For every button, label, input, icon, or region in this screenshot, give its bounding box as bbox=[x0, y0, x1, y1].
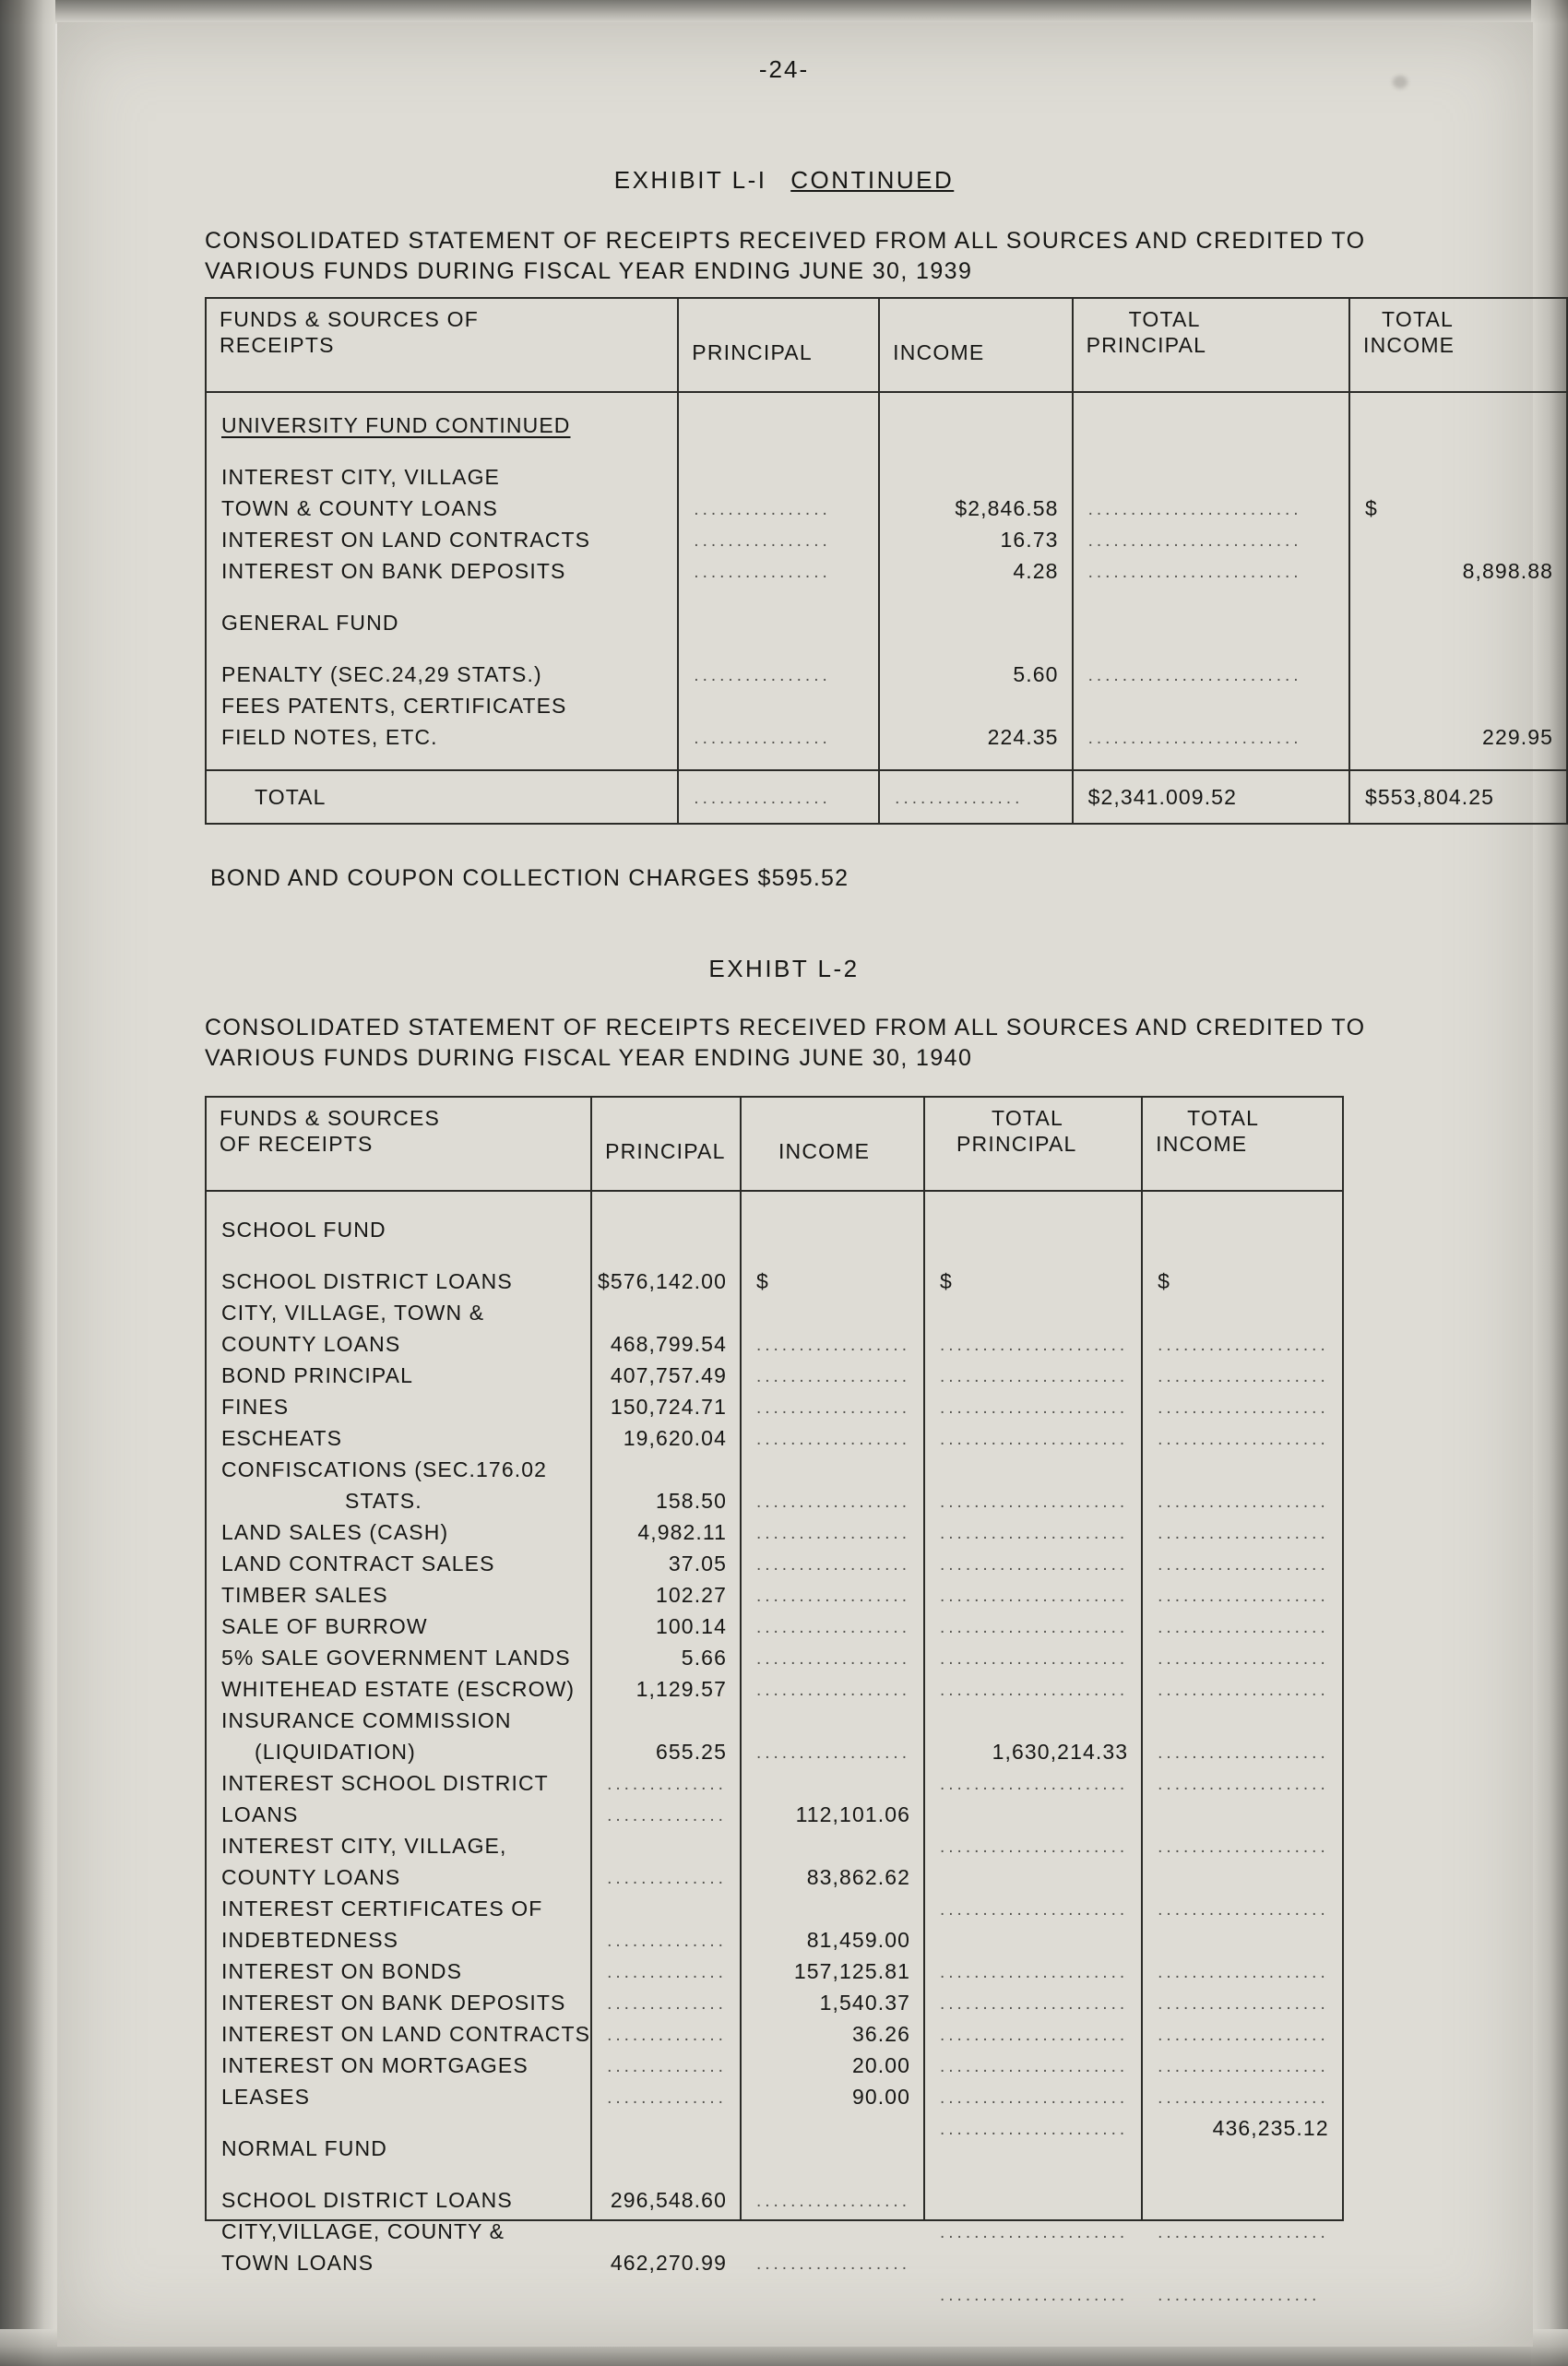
exhibit2-row-9-label-0: SALE OF BURROW bbox=[221, 1614, 428, 1638]
exhibit2-body-row bbox=[206, 1191, 1343, 2220]
exhibit2-row-15-label-1: INDEBTEDNESS bbox=[221, 1928, 399, 1952]
exhibit2-row-9-principal: 100.14 bbox=[656, 1614, 727, 1638]
exhibit2-row-14-income: 83,862.62 bbox=[806, 1865, 910, 1889]
exhibit2-row-4-principal: 19,620.04 bbox=[623, 1426, 727, 1450]
exhibit2-section-heading: SCHOOL FUND bbox=[221, 1218, 386, 1242]
exhibit2-row2-1-label-1: TOWN LOANS bbox=[221, 2251, 374, 2275]
exhibit2-col-income-label: INCOME bbox=[778, 1139, 871, 1163]
exhibit2-row-0-total-principal: $ bbox=[940, 1269, 953, 1293]
exhibit2-row-0-total-income: $ bbox=[1158, 1269, 1171, 1293]
exhibit1-col-total-principal-line1: TOTAL bbox=[1128, 307, 1201, 331]
exhibit2-row-8-label-0: TIMBER SALES bbox=[221, 1583, 388, 1607]
exhibit2-col-total-income-line1: TOTAL bbox=[1187, 1106, 1260, 1130]
exhibit1-total-income-col: ............... bbox=[879, 770, 1072, 824]
exhibit1-col-income-label: INCOME bbox=[893, 340, 985, 364]
exhibit2-row-11-label-0: WHITEHEAD ESTATE (ESCROW) bbox=[221, 1677, 576, 1701]
exhibit1-grand-total-income-cell bbox=[1349, 770, 1567, 824]
exhibit1-col-total-income-header bbox=[1349, 298, 1567, 392]
exhibit1-title-suffix: CONTINUED bbox=[790, 166, 955, 194]
exhibit2-statement-line1: CONSOLIDATED STATEMENT OF RECEIPTS RECEIVED FROM ALL SOURCES AND CREDITED TO bbox=[205, 1015, 1366, 1040]
exhibit1-title bbox=[0, 166, 1568, 195]
exhibit2-col-principal-label: PRINCIPAL bbox=[605, 1139, 726, 1163]
exhibit2-row-7-principal: 37.05 bbox=[668, 1552, 727, 1575]
exhibit2-row2-0-principal: 296,548.60 bbox=[610, 2188, 727, 2212]
exhibit2-row2-0-label-0: SCHOOL DISTRICT LOANS bbox=[221, 2188, 513, 2212]
exhibit2-row-13-income: 112,101.06 bbox=[795, 1802, 910, 1826]
exhibit2-row-20-label-0: LEASES bbox=[221, 2085, 311, 2109]
exhibit2-row-0-principal: $576,142.00 bbox=[597, 1269, 727, 1293]
exhibit1-col-principal-header bbox=[678, 298, 879, 392]
exhibit1-grand-total-income: $553,804.25 bbox=[1365, 785, 1495, 809]
exhibit1-col-funds-line1: FUNDS & SOURCES OF bbox=[220, 307, 480, 331]
exhibit1-total-label: TOTAL bbox=[255, 785, 327, 809]
exhibit2-row-20-total-income: 436,235.12 bbox=[1212, 2116, 1329, 2140]
exhibit2-statement-line2: VARIOUS FUNDS DURING FISCAL YEAR ENDING JUNE 30, 1940 bbox=[205, 1045, 973, 1071]
scan-smudge bbox=[1393, 76, 1408, 89]
exhibit2-principal-cell: $576,142.00 468,799.54 407,757.49 150,724.71 19,620.04 158.50 4,982.11 37.05 102.27 100.14 5.66 1,129.57 655.25 .............. .............. .............. .............. .............. .............. .............. .............. .............. 296,548.60 462,270.99 bbox=[591, 1191, 741, 2220]
exhibit2-row-5-label-0: CONFISCATIONS (SEC.176.02 bbox=[221, 1457, 547, 1481]
exhibit1-statement-line1: CONSOLIDATED STATEMENT OF RECEIPTS RECEIVED FROM ALL SOURCES AND CREDITED TO bbox=[205, 228, 1366, 254]
exhibit1-row-2-label-0: INTEREST ON BANK DEPOSITS bbox=[221, 559, 566, 583]
exhibit2-row-5-label-1: STATS. bbox=[345, 1489, 422, 1513]
exhibit1-total-row bbox=[206, 770, 1567, 824]
exhibit1-labels-cell bbox=[206, 392, 678, 770]
exhibit1-col-total-principal-header bbox=[1073, 298, 1349, 392]
exhibit1-col-total-income-line1: TOTAL bbox=[1382, 307, 1455, 331]
exhibit2-row-12-principal: 655.25 bbox=[656, 1740, 727, 1764]
exhibit2-row-18-income: 36.26 bbox=[851, 2022, 910, 2046]
exhibit2-row-7-label-0: LAND CONTRACT SALES bbox=[221, 1552, 495, 1575]
exhibit2-row2-1-label-0: CITY,VILLAGE, COUNTY & bbox=[221, 2219, 505, 2243]
exhibit2-row-6-principal: 4,982.11 bbox=[637, 1520, 727, 1544]
exhibit1-row2-1-label-0: FEES PATENTS, CERTIFICATES bbox=[221, 694, 567, 718]
exhibit2-row-1-label-1: COUNTY LOANS bbox=[221, 1332, 401, 1356]
exhibit2-row-20-income: 90.00 bbox=[851, 2085, 910, 2109]
exhibit2-statement bbox=[205, 1013, 1515, 1074]
exhibit2-row-3-principal: 150,724.71 bbox=[610, 1395, 727, 1419]
exhibit1-statement bbox=[205, 226, 1496, 287]
exhibit1-row-1-label-0: INTEREST ON LAND CONTRACTS bbox=[221, 528, 591, 552]
exhibit2-title: EXHIBT L-2 bbox=[708, 955, 860, 982]
exhibit2-total-income-cell: $ .................... .................... .................... .................... .................... .................... .................... .................... .................... .................... .................... .................... .................... .................... .................... .................... .................... .................... .................... .................... 436,235.12 .................... ................... bbox=[1142, 1191, 1343, 2220]
exhibit1-row-2-total-income: 8,898.88 bbox=[1462, 559, 1553, 583]
exhibit1-total-label-cell bbox=[206, 770, 678, 824]
exhibit1-row2-1-income: 224.35 bbox=[987, 725, 1059, 749]
exhibit1-grand-total-principal-cell bbox=[1073, 770, 1349, 824]
exhibit2-row-19-label-0: INTEREST ON MORTGAGES bbox=[221, 2053, 529, 2077]
exhibit1-income-cell bbox=[879, 392, 1072, 770]
exhibit1-header-row bbox=[206, 298, 1567, 392]
exhibit1-statement-line2: VARIOUS FUNDS DURING FISCAL YEAR ENDING JUNE 30, 1939 bbox=[205, 258, 973, 284]
exhibit1-row-0-label-0: INTEREST CITY, VILLAGE bbox=[221, 465, 500, 489]
exhibit1-principal-cell: ................ ................ ................ ................ ................ bbox=[678, 392, 879, 770]
exhibit1-total-principal-cell: ......................... ......................... ......................... ......................... ......................... bbox=[1073, 392, 1349, 770]
exhibit2-col-total-income-header bbox=[1142, 1097, 1343, 1191]
exhibit2-row-12-label-0: INSURANCE COMMISSION bbox=[221, 1708, 512, 1732]
exhibit2-row-2-principal: 407,757.49 bbox=[610, 1363, 727, 1387]
exhibit2-total-principal-cell: $ ...................... ...................... ...................... ...................... ...................... ...................... ...................... ...................... ...................... ...................... ...................... 1,630,214.33 ...................... ...................... ...................... ...................... ...................... ...................... ...................... ...................... ...................... ...................... ...................... bbox=[924, 1191, 1142, 2220]
exhibit2-row-17-income: 1,540.37 bbox=[819, 1991, 910, 2015]
exhibit2-row-1-principal: 468,799.54 bbox=[610, 1332, 727, 1356]
exhibit2-row-13-label-0: INTEREST SCHOOL DISTRICT bbox=[221, 1771, 549, 1795]
exhibit1-row-0-label-1: TOWN & COUNTY LOANS bbox=[221, 496, 498, 520]
exhibit2-header-row bbox=[206, 1097, 1343, 1191]
exhibit2-row-16-income: 157,125.81 bbox=[793, 1959, 910, 1983]
exhibit2-row-11-principal: 1,129.57 bbox=[636, 1677, 727, 1701]
exhibit2-income-cell: $ .................. .................. .................. .................. .................. .................. .................. .................. .................. .................. .................. .................. 112,101.06 83,862.62 81,459.00 157,125.81 1,540.37 36.26 20.00 90.00 .................. .................. bbox=[741, 1191, 924, 2220]
exhibit1-row-1-income: 16.73 bbox=[1000, 528, 1059, 552]
exhibit1-total-principal-col: ................ bbox=[678, 770, 879, 824]
exhibit1-col-income-header bbox=[879, 298, 1072, 392]
exhibit2-row-13-label-1: LOANS bbox=[221, 1802, 299, 1826]
exhibit1-row-2-income: 4.28 bbox=[1013, 559, 1059, 583]
exhibit1-section-heading2: GENERAL FUND bbox=[221, 611, 399, 635]
exhibit1-total-income-cell bbox=[1349, 392, 1567, 770]
exhibit2-row-0-income: $ bbox=[755, 1269, 769, 1293]
exhibit2-row-3-label-0: FINES bbox=[221, 1395, 290, 1419]
exhibit2-col-total-income-line2: INCOME bbox=[1156, 1132, 1248, 1157]
exhibit2-row-15-income: 81,459.00 bbox=[806, 1928, 910, 1952]
exhibit2-row-10-label-0: 5% SALE GOVERNMENT LANDS bbox=[221, 1646, 571, 1670]
exhibit2-row-18-label-0: INTEREST ON LAND CONTRACTS bbox=[221, 2022, 591, 2046]
exhibit2-col-funds-line2: OF RECEIPTS bbox=[220, 1132, 374, 1157]
exhibit1-col-total-income-line2: INCOME bbox=[1363, 333, 1455, 358]
exhibit2-row-12-total-principal: 1,630,214.33 bbox=[992, 1740, 1129, 1764]
exhibit2-row-0-label-0: SCHOOL DISTRICT LOANS bbox=[221, 1269, 513, 1293]
exhibit1-row2-0-label-0: PENALTY (SEC.24,29 STATS.) bbox=[221, 662, 542, 686]
exhibit1-body-row bbox=[206, 392, 1567, 770]
exhibit2-col-income-header bbox=[741, 1097, 924, 1191]
exhibit2-col-total-principal-line2: PRINCIPAL bbox=[956, 1132, 1077, 1157]
exhibit1-row-0-total-income: $ bbox=[1365, 496, 1378, 520]
exhibit1-col-principal-label: PRINCIPAL bbox=[692, 340, 813, 364]
exhibit2-row-1-label-0: CITY, VILLAGE, TOWN & bbox=[221, 1301, 485, 1325]
exhibit2-col-total-principal-line1: TOTAL bbox=[992, 1106, 1063, 1130]
exhibit2-col-total-principal-header bbox=[924, 1097, 1142, 1191]
exhibit1-footnote: BOND AND COUPON COLLECTION CHARGES $595.52 bbox=[210, 865, 849, 891]
exhibit2-col-funds-line1: FUNDS & SOURCES bbox=[220, 1106, 441, 1130]
exhibit2-row-4-label-0: ESCHEATS bbox=[221, 1426, 343, 1450]
exhibit2-row-5-principal: 158.50 bbox=[656, 1489, 727, 1513]
exhibit2-row-17-label-0: INTEREST ON BANK DEPOSITS bbox=[221, 1991, 566, 2015]
exhibit1-row2-0-income: 5.60 bbox=[1013, 662, 1059, 686]
exhibit2-col-principal-header bbox=[591, 1097, 741, 1191]
page-number: -24- bbox=[758, 55, 810, 83]
exhibit1-col-funds-line2: RECEIPTS bbox=[220, 333, 335, 358]
exhibit2-row-19-income: 20.00 bbox=[851, 2053, 910, 2077]
exhibit2-labels-cell bbox=[206, 1191, 591, 2275]
exhibit1-col-total-principal-line2: PRINCIPAL bbox=[1086, 333, 1207, 358]
exhibit1-section-heading: UNIVERSITY FUND CONTINUED bbox=[221, 413, 571, 437]
exhibit1-title-main: EXHIBIT L-I bbox=[613, 166, 767, 194]
exhibit2-col-funds-header bbox=[206, 1097, 591, 1191]
exhibit1-row2-1-label-1: FIELD NOTES, ETC. bbox=[221, 725, 438, 749]
exhibit1-table bbox=[205, 297, 1568, 825]
exhibit2-row-2-label-0: BOND PRINCIPAL bbox=[221, 1363, 413, 1387]
exhibit1-grand-total-principal: $2,341.009.52 bbox=[1087, 785, 1237, 809]
exhibit2-row-16-label-0: INTEREST ON BONDS bbox=[221, 1959, 463, 1983]
exhibit2-row-10-principal: 5.66 bbox=[681, 1646, 727, 1670]
exhibit2-row-12-label-1: (LIQUIDATION) bbox=[255, 1740, 416, 1764]
exhibit1-row-0-income: $2,846.58 bbox=[955, 496, 1059, 520]
exhibit2-row-8-principal: 102.27 bbox=[656, 1583, 727, 1607]
exhibit1-row2-1-total-income: 229.95 bbox=[1482, 725, 1553, 749]
exhibit2-row-6-label-0: LAND SALES (CASH) bbox=[221, 1520, 449, 1544]
exhibit1-col-funds-header bbox=[206, 298, 678, 392]
exhibit2-row-15-label-0: INTEREST CERTIFICATES OF bbox=[221, 1896, 543, 1920]
exhibit2-section-heading2: NORMAL FUND bbox=[221, 2136, 387, 2160]
exhibit2-row2-1-principal: 462,270.99 bbox=[610, 2251, 727, 2275]
exhibit2-row-14-label-0: INTEREST CITY, VILLAGE, bbox=[221, 1834, 507, 1858]
exhibit2-row-14-label-1: COUNTY LOANS bbox=[221, 1865, 401, 1889]
